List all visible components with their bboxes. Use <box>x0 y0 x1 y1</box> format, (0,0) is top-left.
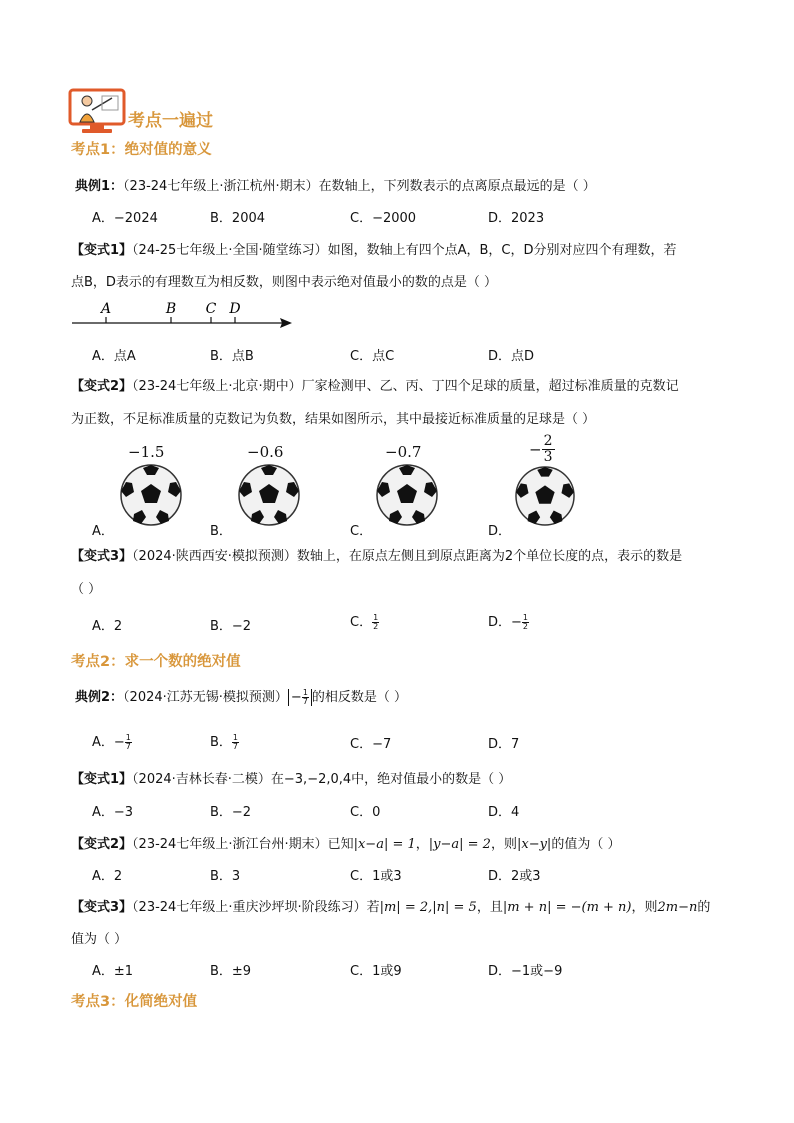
point-label-a: A <box>100 301 112 317</box>
v12-option-b: B． <box>210 524 232 539</box>
v13-option-d-den: 2 <box>522 622 528 631</box>
ex2-option-b-prefix: B． <box>210 735 232 750</box>
variant-2-3-eq2: |m + n| = −(m + n) <box>502 900 632 915</box>
v13-option-a: A．2 <box>92 619 123 634</box>
ex1-option-d: D．2023 <box>488 211 545 226</box>
ex2-option-a-den: 7 <box>125 742 131 751</box>
variant-2-2-eq2: |y−a| = 2 <box>428 837 491 852</box>
ball-4-value <box>529 434 555 465</box>
variant-1-3 <box>71 545 682 564</box>
v22-option-a: A．2 <box>92 869 123 884</box>
v13-option-d-num: 1 <box>522 613 528 622</box>
example-2-abs-expr <box>288 689 312 706</box>
section-1-title: 考点1：绝对值的意义 <box>71 142 212 158</box>
example-2-abs-sign: − <box>290 690 302 705</box>
variant-1-2-line2: 为正数，不足标准质量的克数记为负数，结果如图所示，其中最接近标准质量的足球是（ ） <box>71 412 596 427</box>
variant-2-2-label: 【变式2】 <box>71 837 133 852</box>
ball-3-value: −0.7 <box>385 443 422 461</box>
example-1 <box>75 175 596 194</box>
v13-option-d <box>488 611 529 631</box>
v21-option-d: D．4 <box>488 805 520 820</box>
ex2-option-b-den: 7 <box>232 742 239 751</box>
variant-2-2 <box>71 833 620 852</box>
soccer-ball-icon-4 <box>515 466 575 530</box>
point-label-b: B <box>165 301 177 317</box>
variant-2-2-eq3: |x−y| <box>516 837 552 852</box>
ex1-option-b: B．2004 <box>210 211 266 226</box>
ex2-option-d: D．7 <box>488 737 520 752</box>
variant-2-3-pre: （23-24七年级上·重庆沙坪坝·阶段练习）若 <box>132 900 380 915</box>
variant-2-3-eq3: 2m−n <box>657 900 698 915</box>
example-2 <box>75 686 407 706</box>
ex2-option-a-num: 1 <box>125 733 131 742</box>
variant-2-3-post: 的 <box>697 900 711 915</box>
ex2-option-b <box>210 731 239 751</box>
v23-option-b: B．±9 <box>210 964 252 979</box>
ball-2-value: −0.6 <box>247 443 284 461</box>
variant-1-3-line2: （ ） <box>71 582 102 597</box>
variant-1-2-label: 【变式2】 <box>71 379 133 394</box>
variant-1-1-line2: 点B，D表示的有理数互为相反数，则图中表示绝对值最小的数的点是（ ） <box>71 275 498 290</box>
example-2-post: 的相反数是（ ） <box>311 690 408 705</box>
ball-4-den: 3 <box>543 449 553 465</box>
ball-4-num: 2 <box>543 433 553 449</box>
number-line <box>70 298 296 332</box>
teacher-board-icon <box>68 88 126 134</box>
section-3-title: 考点3：化简绝对值 <box>71 994 198 1010</box>
variant-2-3-mid: ，且 <box>476 900 503 915</box>
variant-1-2-line1: （23-24七年级上·北京·期中）厂家检测甲、乙、丙、丁四个足球的质量，超过标准质量的克数记 <box>132 379 679 394</box>
variant-2-1 <box>71 768 511 787</box>
variant-1-1-line1: （24-25七年级上·全国·随堂练习）如图，数轴上有四个点A，B，C，D分别对应四个有理数，若 <box>132 243 677 258</box>
v12-option-c: C． <box>350 524 373 539</box>
v11-option-c: C．点C <box>350 349 395 364</box>
v13-option-c <box>350 611 379 631</box>
example-2-abs-num: 1 <box>302 688 308 697</box>
v23-option-a: A．±1 <box>92 964 134 979</box>
variant-2-1-label: 【变式1】 <box>71 772 133 787</box>
v12-option-d: D． <box>488 524 512 539</box>
v23-option-c: C．1或9 <box>350 964 402 979</box>
v22-option-b: B．3 <box>210 869 241 884</box>
variant-2-2-post: 的值为（ ） <box>551 837 621 852</box>
variant-1-2 <box>71 375 679 394</box>
point-label-c: C <box>205 301 217 317</box>
variant-1-1 <box>71 239 677 258</box>
ex2-option-a-prefix: A．− <box>92 735 125 750</box>
ex1-option-a: A．−2024 <box>92 211 158 226</box>
example-1-label: 典例1： <box>75 179 124 194</box>
v22-option-d: D．2或3 <box>488 869 541 884</box>
ball-1-value: −1.5 <box>128 443 165 461</box>
ex2-option-b-num: 1 <box>232 733 239 742</box>
section-2-title: 考点2：求一个数的绝对值 <box>71 654 241 670</box>
variant-2-3 <box>71 896 710 915</box>
variant-1-1-label: 【变式1】 <box>71 243 133 258</box>
soccer-ball-icon-3 <box>376 464 438 530</box>
example-2-abs-den: 7 <box>302 697 308 706</box>
v11-option-a: A．点A <box>92 349 136 364</box>
v21-option-c: C．0 <box>350 805 381 820</box>
variant-2-2-eq1: |x−a| = 1 <box>353 837 416 852</box>
soccer-ball-icon-1 <box>120 464 182 530</box>
variant-2-2-mid: ， <box>415 837 429 852</box>
variant-2-3-line2: 值为（ ） <box>71 932 128 947</box>
v21-option-b: B．−2 <box>210 805 252 820</box>
v11-option-b: B．点B <box>210 349 254 364</box>
example-1-text: （23-24七年级上·浙江杭州·期末）在数轴上，下列数表示的点离原点最远的是（ ） <box>123 179 596 194</box>
variant-2-1-text: （2024·吉林长春·二模）在−3,−2,0,4中，绝对值最小的数是（ ） <box>132 772 512 787</box>
variant-1-3-label: 【变式3】 <box>71 549 133 564</box>
example-2-label: 典例2： <box>75 690 124 705</box>
variant-2-3-label: 【变式3】 <box>71 900 133 915</box>
v11-option-d: D．点D <box>488 349 535 364</box>
variant-2-3-mid2: ，则 <box>631 900 658 915</box>
v13-option-c-num: 1 <box>373 613 379 622</box>
v23-option-d: D．−1或−9 <box>488 964 563 979</box>
variant-2-2-mid2: ，则 <box>490 837 517 852</box>
soccer-ball-icon-2 <box>238 464 300 530</box>
number-line-svg <box>70 298 296 332</box>
v21-option-a: A．−3 <box>92 805 134 820</box>
ex1-option-c: C．−2000 <box>350 211 417 226</box>
v13-option-d-prefix: D．− <box>488 615 522 630</box>
ex2-option-a <box>92 731 132 751</box>
example-2-pre: （2024·江苏无锡·模拟预测） <box>123 690 288 705</box>
v13-option-c-den: 2 <box>373 622 379 631</box>
variant-2-2-pre: （23-24七年级上·浙江台州·期末）已知 <box>132 837 354 852</box>
ex2-option-c: C．−7 <box>350 737 392 752</box>
point-label-d: D <box>229 301 241 317</box>
variant-1-3-line1: （2024·陕西西安·模拟预测）数轴上，在原点左侧且到原点距离为2个单位长度的点，表示的数是 <box>132 549 683 564</box>
variant-2-3-eq1: |m| = 2,|n| = 5 <box>379 900 477 915</box>
v13-option-b: B．−2 <box>210 619 252 634</box>
ball-4-sign: − <box>529 440 542 459</box>
v22-option-c: C．1或3 <box>350 869 402 884</box>
v13-option-c-prefix: C． <box>350 615 373 630</box>
page-title: 考点一遍过 <box>128 111 213 131</box>
v12-option-a: A． <box>92 524 114 539</box>
